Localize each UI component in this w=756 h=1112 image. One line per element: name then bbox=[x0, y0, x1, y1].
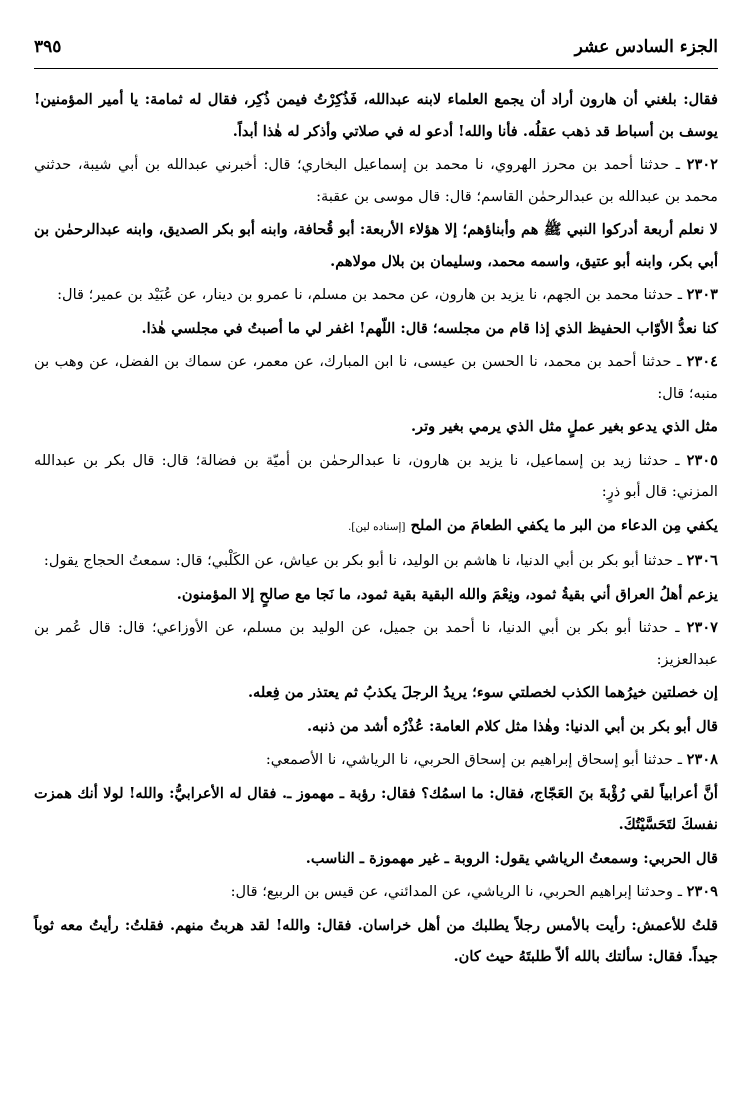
page-number: ٣٩٥ bbox=[34, 37, 62, 57]
text-paragraph: إن خصلتين خيرُهما الكذب لخصلتي سوء؛ يريدُ الرجلَ يكذبُ ثم يعتذر من فِعله. bbox=[247, 684, 718, 701]
text-paragraph: قلتُ للأعمش: رأيت بالأمس رجلاً يطلبك من أهل خراسان. فقال: والله! لقد هربتُ منهم. فقلتُ: رأيتُ معه ثوباً جيداً. فقال: سألتك بالله ألاّ طلبتَهُ حيث كان. bbox=[34, 916, 718, 965]
header-divider bbox=[34, 68, 718, 69]
hadith-number: ٢٣٠٩ bbox=[686, 883, 718, 900]
hadith-number: ٢٣٠٨ bbox=[686, 751, 718, 768]
isnad-paragraph: ٢٣٠٦ ـ حدثنا أبو بكر بن أبي الدنيا، نا هاشم بن الوليد، نا أبو بكر بن عياش، عن الكَلْبي؛ قال: سمعتُ الحجاج يقول: bbox=[43, 552, 718, 569]
isnad-paragraph: ٢٣٠٢ ـ حدثنا أحمد بن محرز الهروي، نا محمد بن إسماعيل البخاري؛ قال: أخبرني عبدالله بن أبي شيبة، حدثني محمد بن عبدالله بن عبدالرحمٰن القاسم؛ قال: قال موسى بن عقبة: bbox=[34, 156, 718, 205]
hadith-number: ٢٣٠٥ bbox=[686, 451, 718, 469]
text-paragraph: مثل الذي يدعو بغير عملٍ مثل الذي يرمي بغير وتر. bbox=[410, 418, 718, 435]
isnad-paragraph: ٢٣٠٤ ـ حدثنا أحمد بن محمد، نا الحسن بن عيسى، نا ابن المبارك، عن معمر، عن سماك بن الفضل، عن وهب بن منبه؛ قال: bbox=[34, 353, 718, 402]
text-paragraph: أنَّ أعرابياً لقي رُؤْبةَ بنَ العَجّاج، فقال: ما اسمُك؟ فقال: رؤبة ـ مهموز ـ. فقال له الأعرابيُّ: والله! لولا أنك همزت نفسكَ لتَحَسَّيْتُكَ. bbox=[34, 784, 718, 833]
hadith-number: ٢٣٠٢ bbox=[686, 156, 718, 173]
text-paragraph: لا نعلم أربعة أدركوا النبي ﷺ هم وأبناؤهم؛ إلا هؤلاء الأربعة: أبو قُحافة، وابنه أبو بكر الصديق، وابنه عبدالرحمٰن بن أبي بكر، وابنه أبو عتيق، واسمه محمد، وسليمان بن بلال مولاهم. bbox=[34, 221, 718, 270]
book-part-title: الجزء السادس عشر bbox=[574, 37, 718, 57]
text-paragraph: قال أبو بكر بن أبي الدنيا: وهٰذا مثل كلام العامة: عُذْرُه أشد من ذنبه. bbox=[306, 717, 718, 735]
isnad-paragraph: ٢٣٠٣ ـ حدثنا محمد بن الجهم، نا يزيد بن هارون، عن محمد بن مسلم، نا عمرو بن دينار، عن عُبَيْد بن عمير؛ قال: bbox=[57, 286, 718, 303]
grading-note: [إسناده لين]. bbox=[347, 520, 406, 533]
text-paragraph: قال الحربي: وسمعتُ الرياشي يقول: الروبة ـ غير مهموزة ـ الناسب. bbox=[305, 849, 718, 867]
isnad-paragraph: ٢٣٠٧ ـ حدثنا أبو بكر بن أبي الدنيا، نا أحمد بن جميل، عن الوليد بن مسلم، عن الأوزاعي؛ قال: قال عُمر بن عبدالعزيز: bbox=[34, 619, 718, 668]
page-body bbox=[34, 84, 718, 975]
page-header bbox=[34, 32, 718, 62]
isnad-paragraph: ٢٣٠٥ ـ حدثنا زيد بن إسماعيل، نا يزيد بن هارون، نا عبدالرحمٰن بن أميّة بن فضالة؛ قال: قال بكر بن عبدالله المزني: قال أبو ذرٍ: bbox=[34, 451, 718, 500]
hadith-number: ٢٣٠٤ bbox=[686, 353, 718, 370]
isnad-paragraph: ٢٣٠٨ ـ حدثنا أبو إسحاق إبراهيم بن إسحاق الحربي، نا الرياشي، نا الأصمعي: bbox=[265, 751, 718, 768]
hadith-number: ٢٣٠٧ bbox=[686, 619, 718, 636]
hadith-number: ٢٣٠٣ bbox=[686, 286, 718, 303]
text-paragraph: كنا نعدُّ الأوّاب الحفيظ الذي إذا قام من مجلسه؛ قال: اللّهم! اغفر لي ما أصبتُ في مجلسي هٰذا. bbox=[141, 319, 718, 337]
text-paragraph: يزعم أهلُ العراق أني بقيةُ ثمود، ونِعْمَ والله البقية بقية ثمود، ما نَجا مع صالحٍ إلا المؤمنون. bbox=[176, 585, 718, 603]
hadith-number: ٢٣٠٦ bbox=[686, 552, 718, 569]
isnad-paragraph: ٢٣٠٩ ـ وحدثنا إبراهيم الحربي، نا الرياشي، عن المدائني، عن قيس بن الربيع؛ قال: bbox=[230, 883, 718, 900]
text-paragraph: فقال: بلغني أن هارون أراد أن يجمع العلماء لابنه عبدالله، فَذُكِرْتُ فيمن ذُكِر، فقال له ثمامة: يا أمير المؤمنين! يوسف بن أسباط قد ذهب عقلُه. فأنا والله! أدعو له في صلاتي وأذكر له هٰذا أبداً. bbox=[34, 91, 718, 140]
text-paragraph: يكفي مِن الدعاء من البر ما يكفي الطعامَ من الملح [إسناده لين]. bbox=[347, 516, 718, 534]
